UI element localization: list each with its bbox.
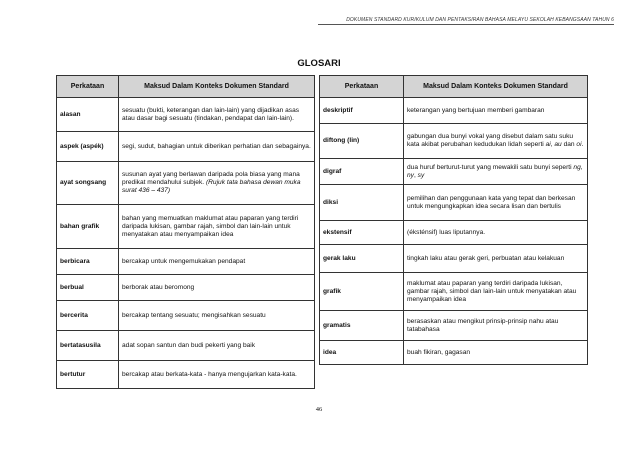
meaning-cell: bercakap tentang sesuatu; mengisahkan sesuatu [119, 301, 315, 331]
column-header-word: Perkataan [57, 76, 119, 98]
meaning-text: gabungan dua bunyi vokal yang disebut dalam satu suku kata akibat perubahan kedudukan lidah seperti [407, 133, 574, 148]
meaning-cell: bercakap untuk mengemukakan pendapat [119, 249, 315, 275]
example-2: ny [407, 171, 414, 179]
period: . [581, 141, 584, 148]
conjunction: dan [561, 141, 577, 148]
table-row [320, 159, 588, 185]
table-row [57, 205, 315, 249]
meaning-cell: bahan yang memuatkan maklumat atau paparan yang terdiri daripada lukisan, gambar rajah, simbol dan lain-lain untuk menyatakan atau menyampaikan idea [119, 205, 315, 249]
term-cell: ekstensif [320, 221, 404, 245]
example-1: ng [573, 163, 581, 171]
term-cell: grafik [320, 273, 404, 311]
meaning-cell: keterangan yang bertujuan memberi gambaran [404, 98, 588, 124]
separator: , [580, 163, 583, 171]
meaning-cell: segi, sudut, bahagian untuk diberikan perhatian dan sebagainya. [119, 132, 315, 162]
table-row [320, 311, 588, 341]
column-header-meaning: Maksud Dalam Konteks Dokumen Standard [404, 76, 588, 98]
meaning-cell: berborak atau beromong [119, 275, 315, 301]
term-cell: bertutur [57, 361, 119, 389]
table-row [320, 221, 588, 245]
column-header-word: Perkataan [320, 76, 404, 98]
table-row [57, 249, 315, 275]
table-row [57, 331, 315, 361]
table-row [57, 162, 315, 205]
term-cell: digraf [320, 159, 404, 185]
table-row [320, 245, 588, 273]
table-row [57, 98, 315, 132]
meaning-cell: (éksténsif) luas liputannya. [404, 221, 588, 245]
term-cell: aspek (aspék) [57, 132, 119, 162]
table-row [57, 301, 315, 331]
term-cell: gerak laku [320, 245, 404, 273]
table-row [57, 275, 315, 301]
document-header: DOKUMEN STANDARD KURIKULUM DAN PENTAKSIRAN BAHASA MELAYU SEKOLAH KEBANGSAAN TAHUN 6 [318, 17, 614, 25]
meaning-cell: pemilihan dan penggunaan kata yang tepat dan berkesan untuk mengungkapkan idea secara lisan dan bertulis [404, 185, 588, 221]
column-header-meaning: Maksud Dalam Konteks Dokumen Standard [119, 76, 315, 98]
term-cell: ayat songsang [57, 162, 119, 205]
term-cell: berbicara [57, 249, 119, 275]
term-cell: bercerita [57, 301, 119, 331]
example-3: oi [576, 141, 582, 148]
example-1: ai [545, 141, 551, 148]
meaning-cell [404, 159, 588, 185]
table-row [320, 98, 588, 124]
table-row [57, 361, 315, 389]
separator: , [550, 141, 555, 148]
term-cell: berbual [57, 275, 119, 301]
table-row [57, 132, 315, 162]
table-header-row [57, 76, 315, 98]
conjunction: , [413, 171, 418, 179]
meaning-cell: maklumat atau paparan yang terdiri daripada lukisan, gambar rajah, simbol dan lain-lain untuk menyatakan atau menyampaikan idea [404, 273, 588, 311]
term-cell: alasan [57, 98, 119, 132]
table-row [320, 124, 588, 159]
term-cell: diksi [320, 185, 404, 221]
meaning-cell [404, 124, 588, 159]
table-row [320, 273, 588, 311]
term-cell: gramatis [320, 311, 404, 341]
term-cell: idea [320, 341, 404, 365]
page-number: 46 [315, 406, 323, 413]
page-title: GLOSARI [297, 58, 341, 69]
meaning-cell: bercakap atau berkata-kata - hanya mengujarkan kata-kata. [119, 361, 315, 389]
term-cell: bertatasusila [57, 331, 119, 361]
table-row [320, 341, 588, 365]
table-header-row [320, 76, 588, 98]
glossary-table-right [319, 75, 588, 365]
table-row [320, 185, 588, 221]
meaning-cell: tingkah laku atau gerak geri, perbuatan atau kelakuan [404, 245, 588, 273]
meaning-cell: adat sopan santun dan budi pekerti yang baik [119, 331, 315, 361]
meaning-cell: sesuatu (bukti, keterangan dan lain-lain) yang dijadikan asas atau dasar bagi sesuatu (tindakan, pendapat dan lain-lain). [119, 98, 315, 132]
term-cell: diftong (lin) [320, 124, 404, 159]
example-3: sy [417, 171, 425, 179]
glossary-table-left [56, 75, 315, 389]
example-2: au [554, 141, 562, 148]
meaning-cell: buah fikiran, gagasan [404, 341, 588, 365]
meaning-text: susunan ayat yang berlawan daripada pola biasa yang mana predikat mendahului subjek. [122, 171, 300, 186]
meaning-cell: berasaskan atau mengikut prinsip-prinsip nahu atau tatabahasa [404, 311, 588, 341]
meaning-text: dua huruf berturut-turut yang mewakili satu bunyi seperti [407, 163, 574, 171]
term-cell: bahan grafik [57, 205, 119, 249]
term-cell: deskriptif [320, 98, 404, 124]
meaning-cell [119, 162, 315, 205]
reference-note: (Rujuk tata bahasa dewan muka surat 436 – 437) [122, 179, 301, 194]
